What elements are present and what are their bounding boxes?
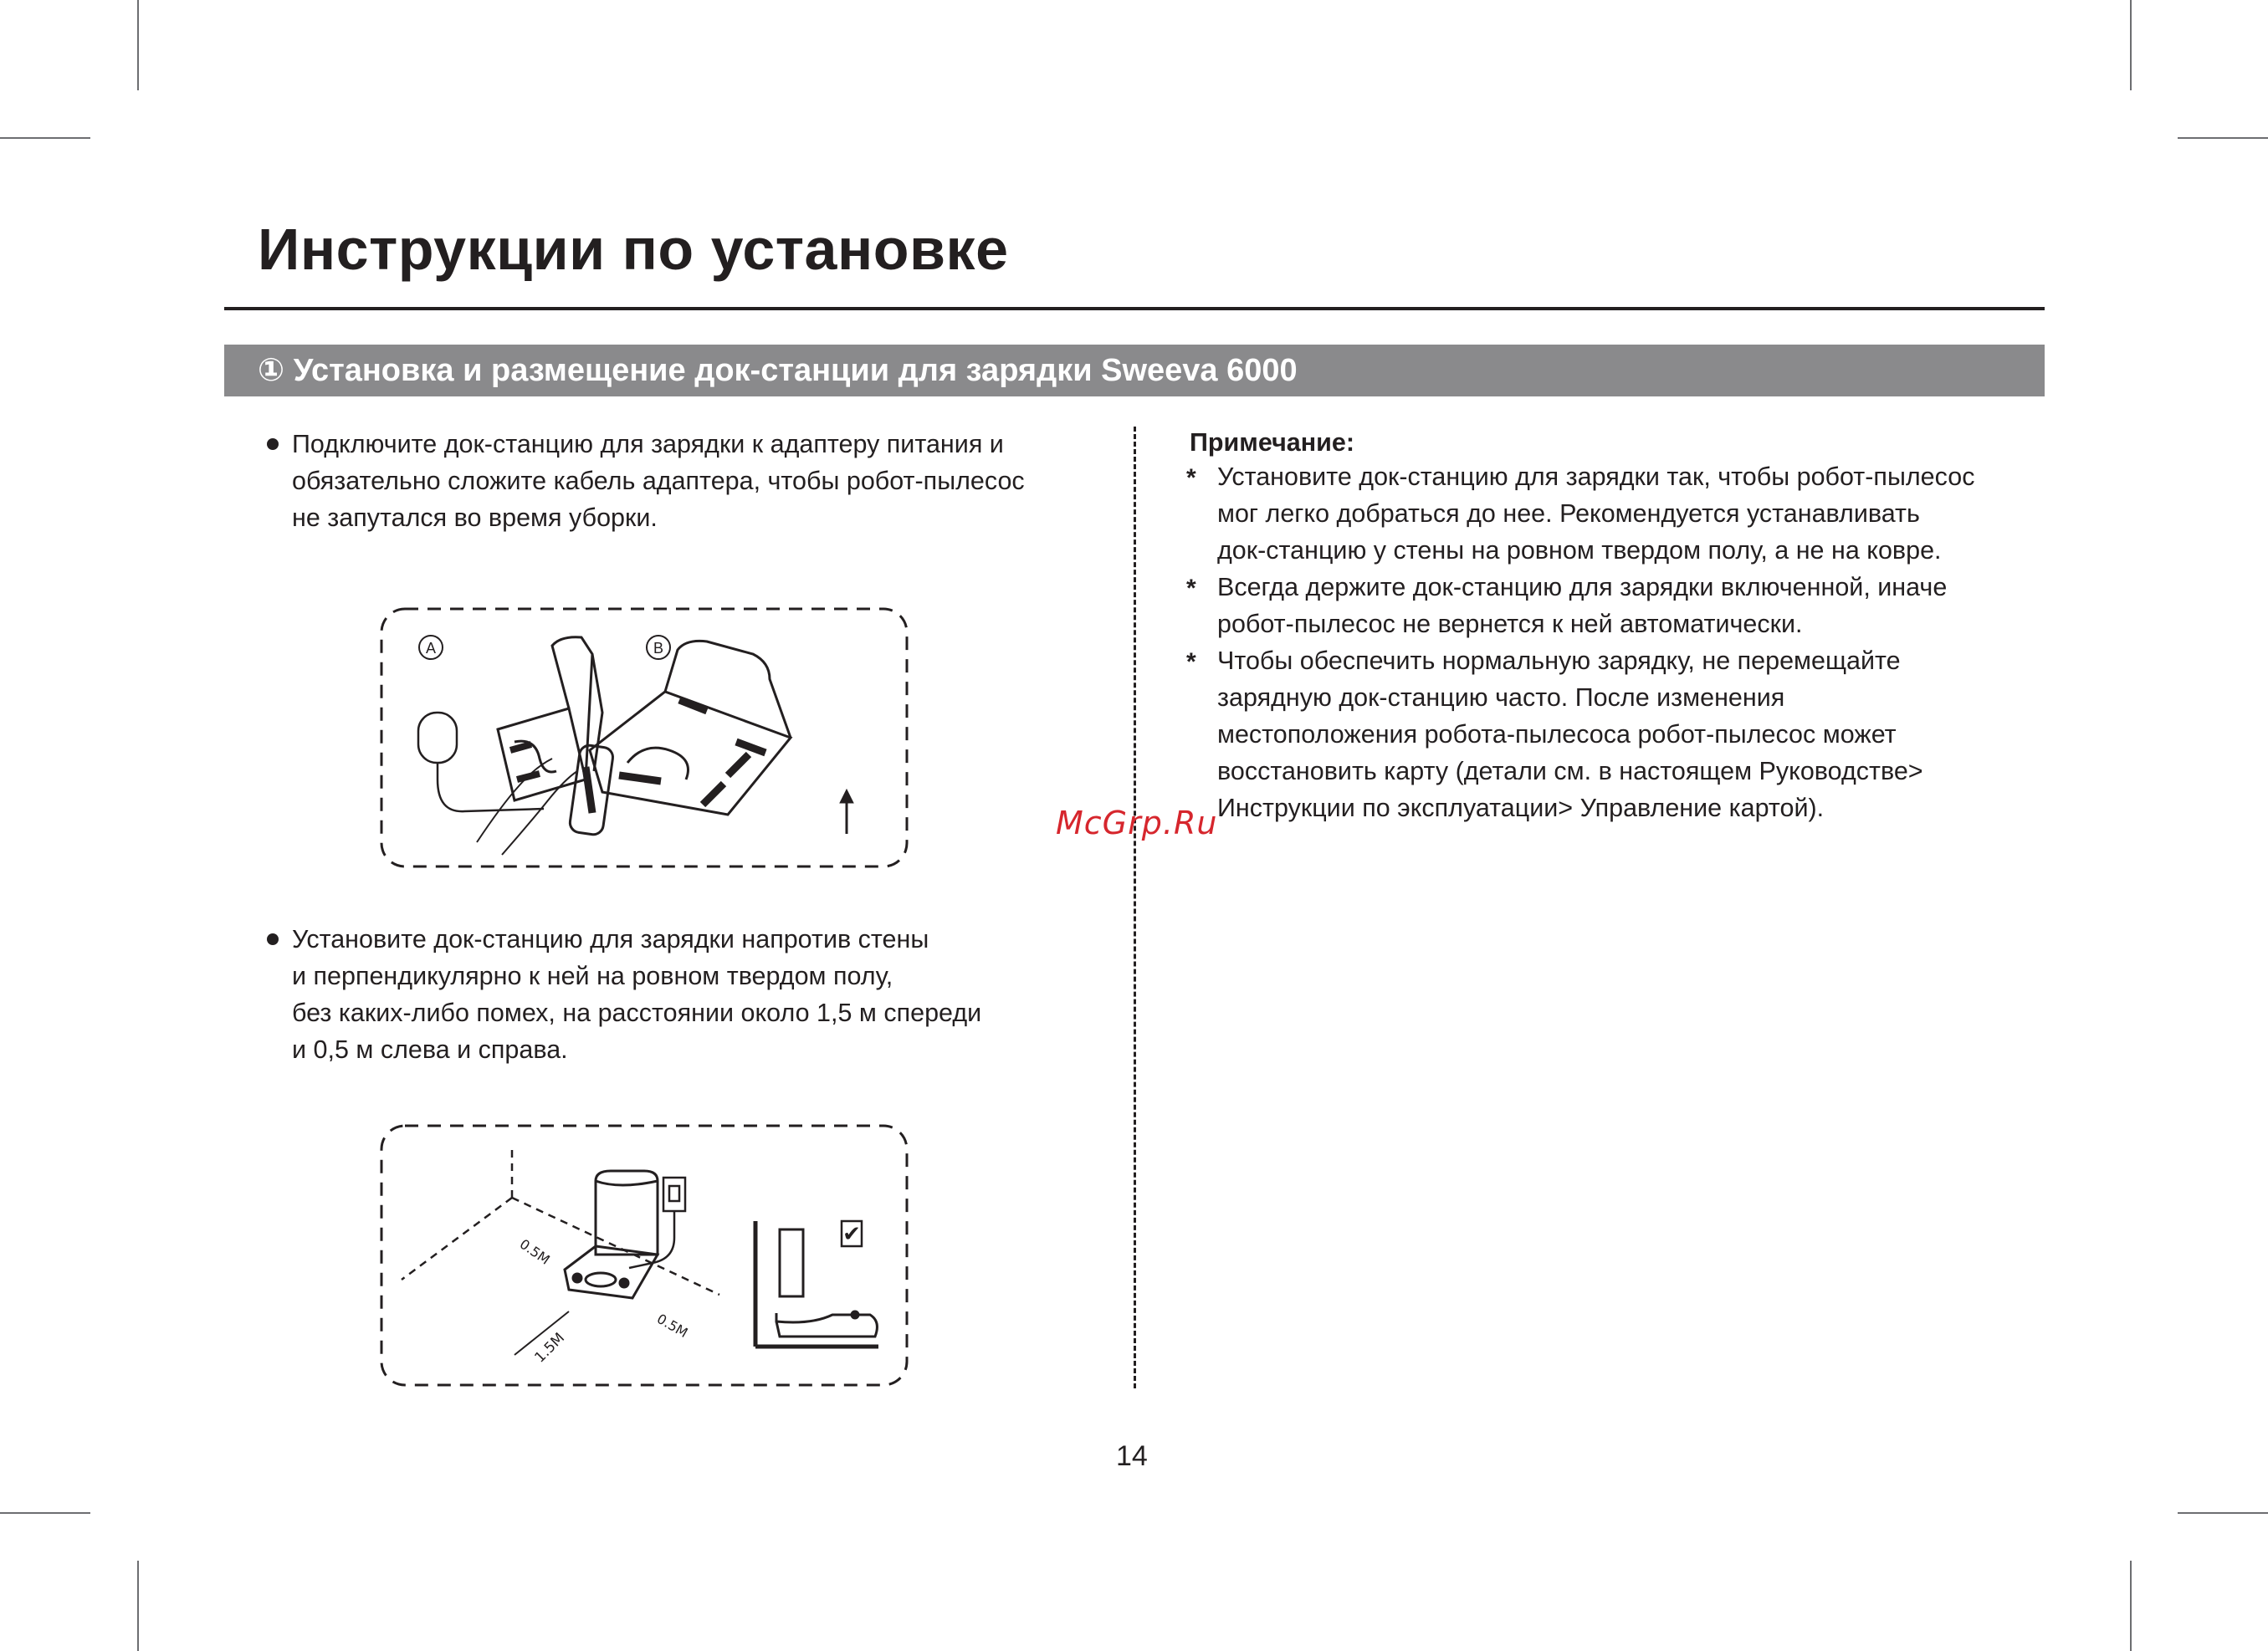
section-header — [224, 345, 2045, 396]
crop-mark — [2178, 1512, 2268, 1514]
arrow-up-icon — [840, 790, 853, 834]
text-line: Всегда держите док-станцию для зарядки включенной, иначе — [1217, 573, 1948, 601]
text-line: мог легко добраться до нее. Рекомендуется устанавливать — [1217, 499, 1920, 528]
dock-placement-figure — [376, 1121, 912, 1390]
note-marker: * — [1186, 464, 1196, 492]
text-line: Инструкции по эксплуатации> Управление картой). — [1217, 794, 1825, 822]
text-line: и перпендикулярно к ней на ровном твердом полу, — [292, 962, 893, 990]
text-line: Установите док-станцию для зарядки напротив стены — [292, 925, 929, 953]
bullet-dot — [267, 438, 279, 450]
note-marker: * — [1186, 648, 1196, 676]
label-b-badge — [647, 636, 670, 659]
distance-side-label: 0.5M — [516, 1235, 553, 1268]
crop-mark — [2178, 137, 2268, 139]
room-corner-lines — [402, 1150, 719, 1295]
dock-connection-figure — [376, 604, 912, 872]
watermark: McGrp.Ru — [1056, 805, 1218, 841]
dock-drawing-a — [498, 637, 614, 836]
instruction-placement — [292, 921, 981, 1068]
text-line: обязательно сложите кабель адаптера, чтобы робот-пылесос — [292, 467, 1025, 495]
column-divider — [1134, 427, 1136, 1388]
instruction-connect — [292, 426, 1025, 536]
text-line: док-станцию у стены на ровном твердом полу, а не на ковре. — [1217, 536, 1942, 565]
page-title: Инструкции по установке — [258, 217, 1009, 282]
title-rule — [224, 307, 2045, 310]
distance-front-label: 1.5M — [531, 1329, 569, 1367]
text-line: не запутался во время уборки. — [292, 503, 658, 532]
label-a-badge — [419, 636, 443, 659]
text-line: Подключите док-станцию для зарядки к адаптеру питания и — [292, 430, 1004, 458]
crop-mark — [2130, 0, 2132, 90]
check-mark: ✔ — [842, 1222, 861, 1247]
text-line: без каких-либо помех, на расстоянии около 1,5 м спереди — [292, 999, 982, 1027]
crop-mark — [137, 0, 139, 90]
crop-mark — [0, 1512, 90, 1514]
note-item-3 — [1217, 642, 1923, 826]
checkbox-icon — [842, 1221, 862, 1247]
text-line: восстановить карту (детали см. в настоящем Руководстве> — [1217, 757, 1923, 785]
crop-mark — [2130, 1561, 2132, 1651]
page-number: 14 — [1116, 1440, 1148, 1472]
text-line: местоположения робота-пылесоса робот-пылесос может — [1217, 720, 1897, 749]
text-line: робот-пылесос не вернется к ней автоматически. — [1217, 610, 1803, 638]
bullet-dot — [267, 933, 279, 945]
label-a: A — [425, 640, 437, 657]
crop-mark — [0, 137, 90, 139]
text-line: Установите док-станцию для зарядки так, чтобы робот-пылесос — [1217, 463, 1975, 491]
note-item-2 — [1217, 569, 1947, 642]
label-b: B — [653, 640, 664, 657]
section-title: ① Установка и размещение док-станции для зарядки Sweeva 6000 — [258, 353, 1298, 388]
note-marker: * — [1186, 575, 1196, 602]
note-item-1 — [1217, 458, 1974, 569]
dock-drawing-b — [590, 641, 791, 815]
text-line: Чтобы обеспечить нормальную зарядку, не перемещайте — [1217, 647, 1901, 675]
text-line: зарядную док-станцию часто. После изменения — [1217, 683, 1785, 712]
text-line: и 0,5 м слева и справа. — [292, 1035, 568, 1064]
distance-side2-label: 0.5M — [654, 1311, 691, 1342]
note-heading: Примечание: — [1190, 428, 1355, 457]
dock-station-drawing — [565, 1171, 658, 1298]
crop-mark — [137, 1561, 139, 1651]
